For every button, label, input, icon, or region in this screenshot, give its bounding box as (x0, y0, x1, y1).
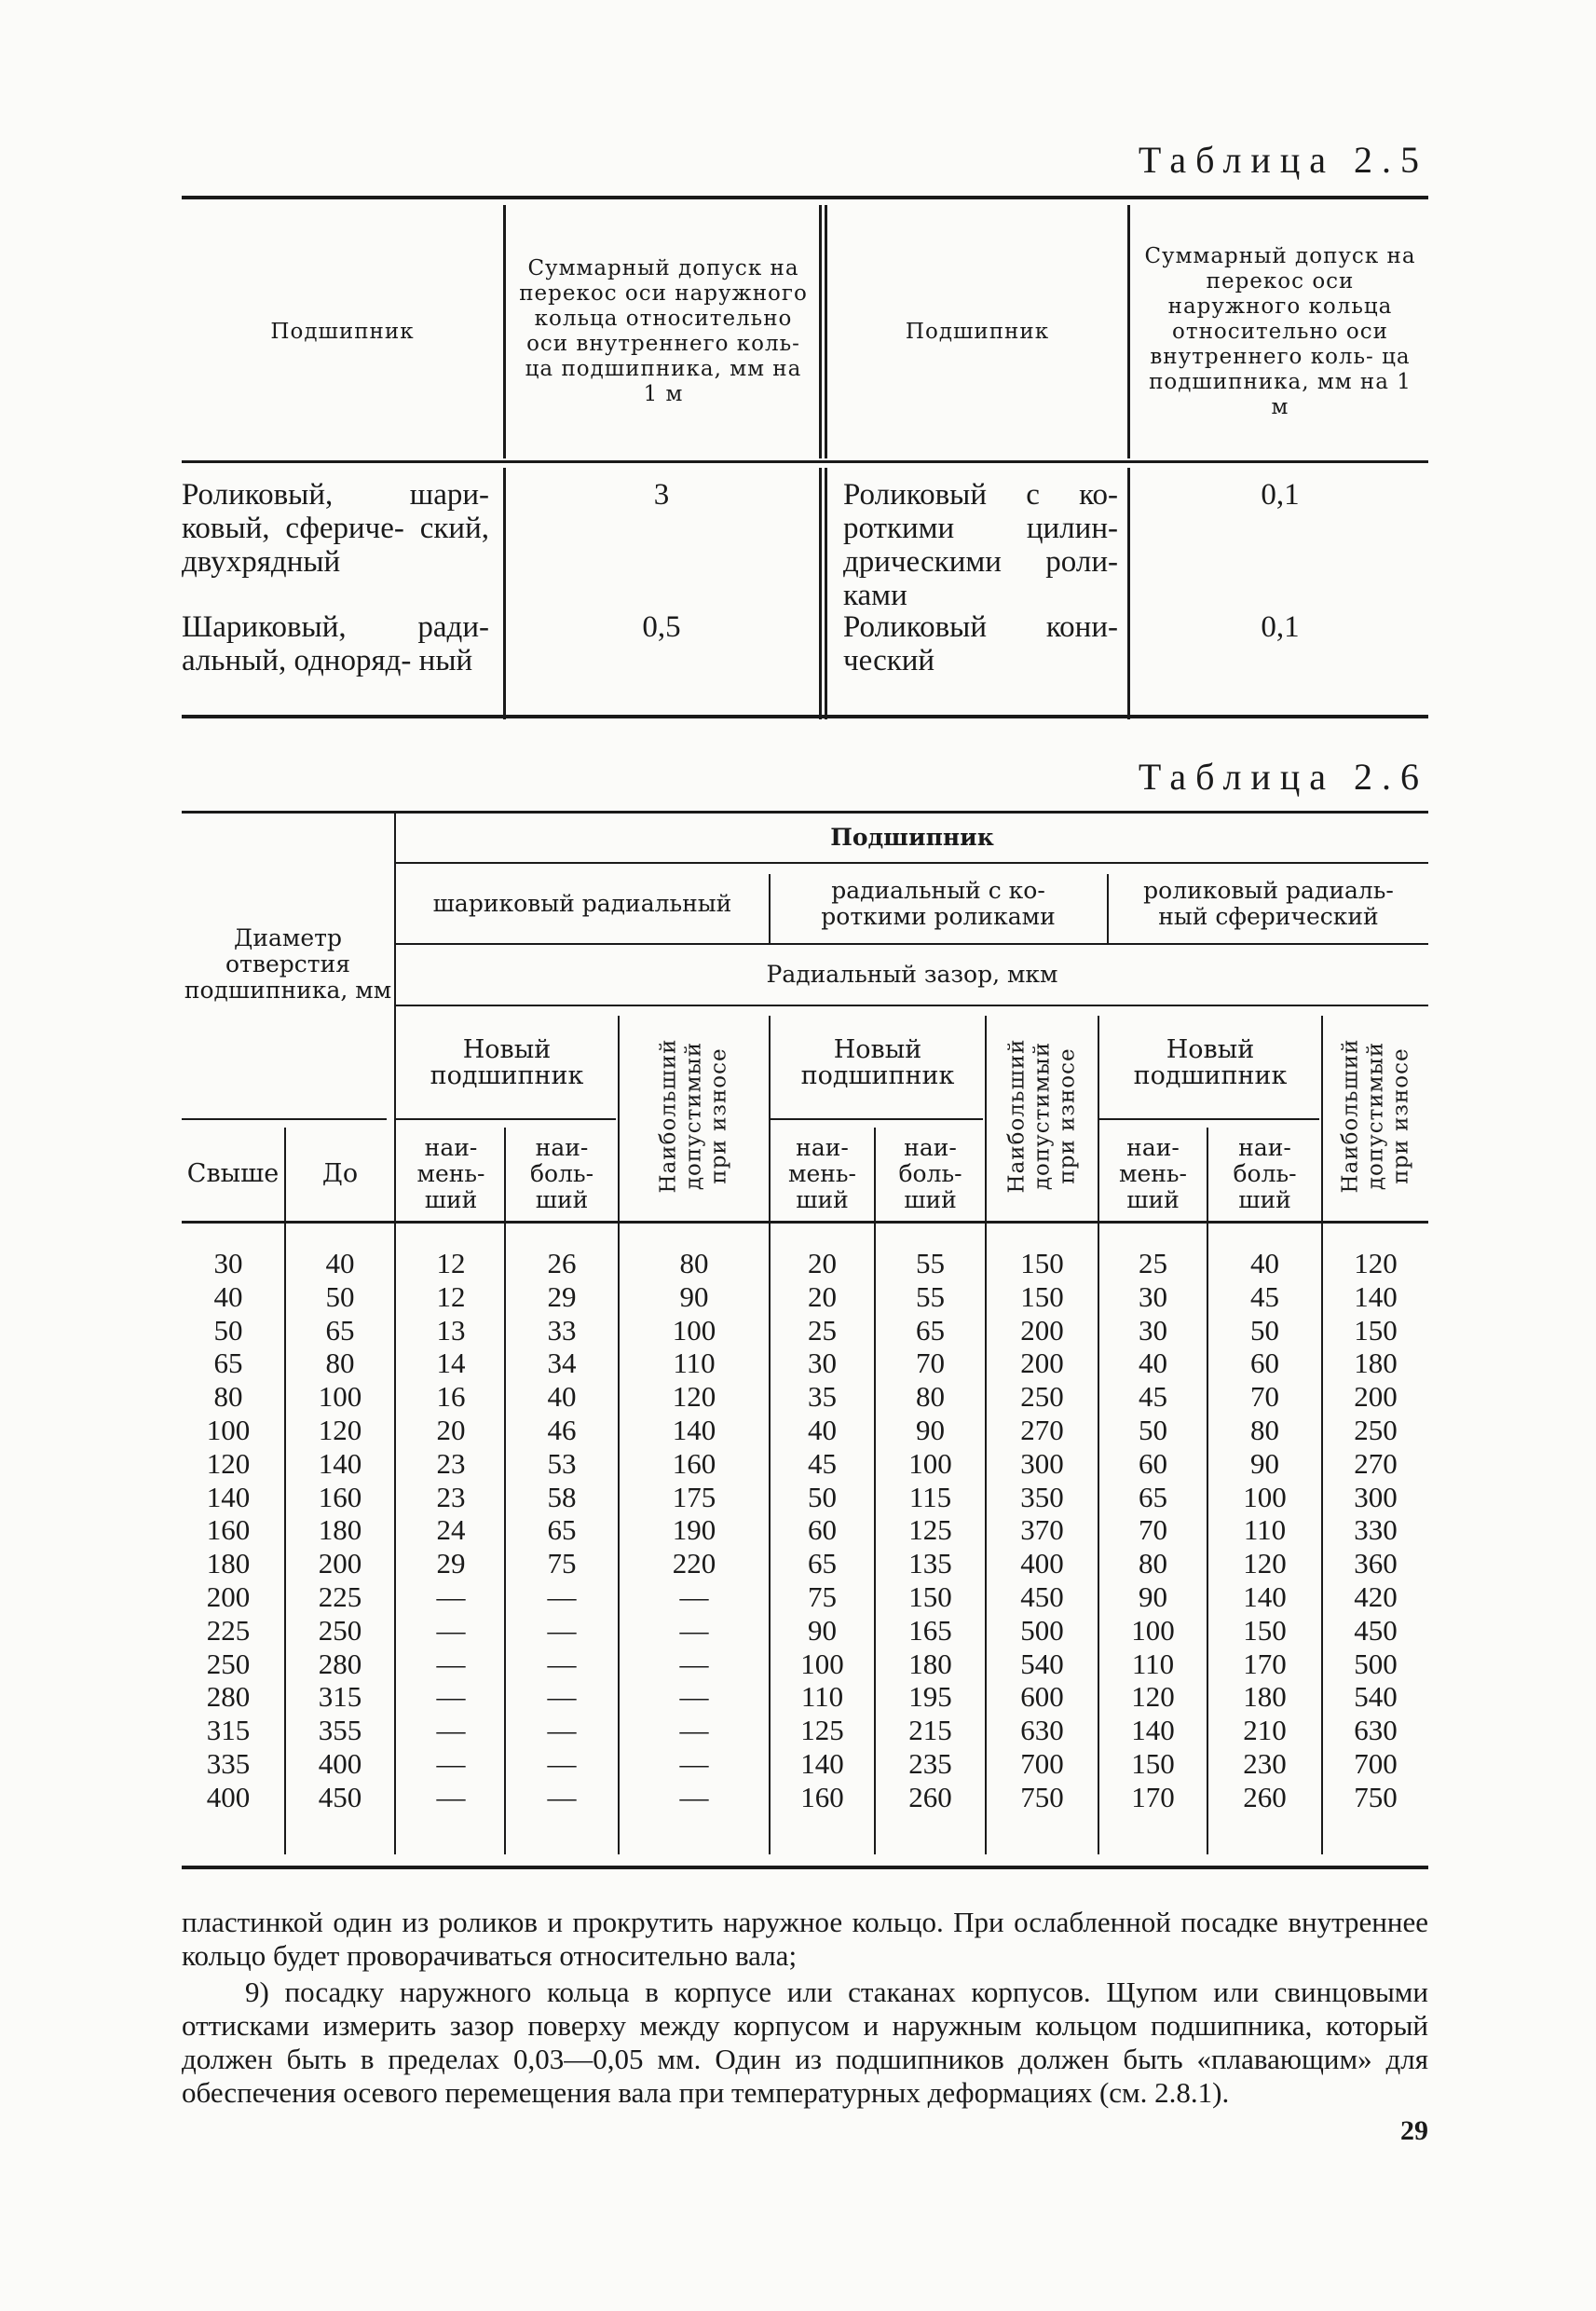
table-cell: — (679, 1680, 709, 1714)
table-cell: 180 (206, 1547, 251, 1580)
table-cell: 150 (1131, 1746, 1175, 1780)
table-cell: 190 (672, 1513, 716, 1547)
table-cell: 125 (800, 1714, 844, 1747)
table-cell: 270 (1020, 1413, 1064, 1446)
table-cell: 80 (916, 1380, 945, 1414)
table-cell: — (547, 1647, 577, 1680)
table-cell: 500 (1020, 1613, 1064, 1647)
table-cell: 355 (318, 1714, 362, 1747)
table-cell: 500 (1354, 1647, 1398, 1680)
table-cell: 29 (436, 1547, 466, 1580)
table-cell: 50 (1250, 1313, 1279, 1347)
table-cell: — (436, 1613, 466, 1647)
header-smallest-3: наи- мень- ший (1119, 1134, 1187, 1213)
table-cell: 180 (908, 1647, 952, 1680)
table-cell: — (679, 1579, 709, 1613)
table-cell: 100 (1131, 1613, 1175, 1647)
table-cell: 250 (1020, 1380, 1064, 1414)
header-to: До (321, 1159, 359, 1188)
table-cell: 50 (808, 1480, 837, 1513)
table-cell: 16 (436, 1380, 466, 1414)
table-cell: 420 (1354, 1579, 1398, 1613)
header-largest-2: наи- боль- ший (898, 1134, 962, 1213)
table-cell: 120 (206, 1446, 251, 1480)
table-cell: 540 (1354, 1680, 1398, 1714)
table-cell: 335 (206, 1746, 251, 1780)
table-cell: 120 (1131, 1680, 1175, 1714)
table-cell: — (547, 1746, 577, 1780)
table-cell: 90 (808, 1613, 837, 1647)
table-cell: 40 (1139, 1347, 1167, 1380)
table-cell: 270 (1354, 1446, 1398, 1480)
table-cell: 46 (547, 1413, 577, 1446)
table-cell: 80 (213, 1380, 243, 1414)
row2-right-value: 0,1 (1261, 610, 1300, 644)
table-cell: 210 (1243, 1714, 1287, 1747)
header-new-bearing-3: Новый подшипник (1133, 1035, 1288, 1090)
table-cell: 630 (1354, 1714, 1398, 1747)
table-bottom-rule (182, 1866, 1428, 1869)
table-cell: 65 (213, 1347, 243, 1380)
table-cell: 55 (916, 1279, 945, 1313)
table-cell: 90 (679, 1279, 709, 1313)
table-cell: 140 (318, 1446, 362, 1480)
table-cell: 90 (1250, 1446, 1279, 1480)
table-cell: 400 (318, 1746, 362, 1780)
table-cell: 65 (547, 1513, 577, 1547)
table-cell: 400 (206, 1780, 251, 1813)
row1-right-value: 0,1 (1261, 478, 1300, 512)
header-max-wear-1: Наибольший допустимый при износе (656, 1038, 731, 1194)
table-cell: 360 (1354, 1547, 1398, 1580)
table-cell: 13 (436, 1313, 466, 1347)
table-cell: — (547, 1714, 577, 1747)
table-cell: 110 (800, 1680, 844, 1714)
table-cell: 150 (1243, 1613, 1287, 1647)
table-cell: 70 (916, 1347, 945, 1380)
table-cell: 160 (318, 1480, 362, 1513)
header-bearing-right: Подшипник (905, 319, 1050, 344)
table-cell: 70 (1139, 1513, 1167, 1547)
table-2-6-caption: Таблица 2.6 (1138, 756, 1428, 798)
table-cell: 12 (436, 1279, 466, 1313)
table-cell: 23 (436, 1480, 466, 1513)
table-cell: 35 (808, 1380, 837, 1414)
table-cell: 20 (436, 1413, 466, 1446)
table-cell: 300 (1020, 1446, 1064, 1480)
table-cell: — (436, 1680, 466, 1714)
table-cell: 45 (1250, 1279, 1279, 1313)
header-from: Свыше (186, 1159, 280, 1188)
column-short-roller-min (771, 1247, 874, 1814)
table-cell: 260 (908, 1780, 952, 1813)
table-cell: 14 (436, 1347, 466, 1380)
table-cell: 250 (1354, 1413, 1398, 1446)
row2-right-name: Роликовый кони- ческий (843, 610, 1118, 677)
table-cell: 200 (1354, 1380, 1398, 1414)
row2-left-name: Шариковый, ради- альный, одноряд- ный (182, 610, 489, 677)
table-cell: 100 (1243, 1480, 1287, 1513)
header-tolerance-right: Суммарный допуск на перекос оси наружного кольца относительно оси внутреннего коль- ца подшипника, мм на 1 м (1144, 243, 1416, 419)
table-cell: 60 (808, 1513, 837, 1547)
header-new-bearing-1: Новый подшипник (430, 1035, 584, 1090)
table-cell: 700 (1020, 1746, 1064, 1780)
table-cell: 125 (908, 1513, 952, 1547)
table-cell: 450 (1354, 1613, 1398, 1647)
page-number: 29 (1400, 2115, 1428, 2146)
table-cell: 25 (808, 1313, 837, 1347)
header-new-bearing-2: Новый подшипник (800, 1035, 955, 1090)
table-cell: 45 (808, 1446, 837, 1480)
table-cell: 12 (436, 1247, 466, 1279)
column-short-roller-max (876, 1247, 985, 1814)
header-max-wear-3: Наибольший допустимый при износе (1338, 1038, 1412, 1194)
table-cell: — (436, 1746, 466, 1780)
table-cell: 600 (1020, 1680, 1064, 1714)
table-cell: 29 (547, 1279, 577, 1313)
row2-left-value: 0,5 (642, 610, 681, 644)
table-cell: 135 (908, 1547, 952, 1580)
table-cell: 53 (547, 1446, 577, 1480)
header-largest-3: наи- боль- ший (1233, 1134, 1297, 1213)
header-rule (182, 460, 1428, 463)
table-cell: 200 (1020, 1347, 1064, 1380)
header-group-short-roller: радиальный с ко- роткими роликами (821, 877, 1056, 930)
header-smallest-1: наи- мень- ший (416, 1134, 485, 1213)
table-cell: 100 (206, 1413, 251, 1446)
table-cell: 58 (547, 1480, 577, 1513)
table-cell: 26 (547, 1247, 577, 1279)
paragraph-2: 9) посадку наружного кольца в корпусе или стаканах корпусов. Щупом или свинцовыми оттисками измерить зазор поверху между корпусом и наружным кольцом подшипника, который должен быть в пределах 0,03—0,05 мм. Один из подшипников должен быть «плавающим» для обеспечения осевого перемещения вала при температурных деформациях (см. 2.8.1). (182, 1976, 1428, 2109)
table-cell: — (679, 1647, 709, 1680)
table-cell: 34 (547, 1347, 577, 1380)
table-cell: 250 (206, 1647, 251, 1680)
table-cell: 160 (800, 1780, 844, 1813)
table-cell: 40 (547, 1380, 577, 1414)
column-ball-wear (620, 1247, 769, 1814)
table-cell: 315 (206, 1714, 251, 1747)
row1-left-name: Роликовый, шари- ковый, сфериче- ский, двухрядный (182, 478, 489, 579)
header-smallest-2: наи- мень- ший (788, 1134, 856, 1213)
column-short-roller-wear (987, 1247, 1098, 1814)
table-cell: — (679, 1714, 709, 1747)
table-cell: 70 (1250, 1380, 1279, 1414)
column-ball-max (506, 1247, 618, 1814)
table-cell: 215 (908, 1714, 952, 1747)
table-cell: 80 (679, 1247, 709, 1279)
table-cell: 100 (318, 1380, 362, 1414)
table-cell: 110 (673, 1347, 716, 1380)
table-cell: 220 (672, 1547, 716, 1580)
table-cell: 750 (1020, 1780, 1064, 1813)
column-ball-min (398, 1247, 504, 1814)
column-to (286, 1247, 394, 1814)
table-cell: 30 (1139, 1279, 1167, 1313)
table-cell: 65 (808, 1547, 837, 1580)
table-cell: 140 (1354, 1279, 1398, 1313)
table-cell: 20 (808, 1247, 837, 1279)
table-cell: 50 (325, 1279, 355, 1313)
table-cell: 700 (1354, 1746, 1398, 1780)
table-cell: 140 (206, 1480, 251, 1513)
table-cell: 450 (318, 1780, 362, 1813)
table-cell: 120 (318, 1413, 362, 1446)
table-cell: — (436, 1647, 466, 1680)
header-group-spherical-roller: роликовый радиаль- ный сферический (1143, 877, 1394, 930)
table-cell: 140 (672, 1413, 716, 1446)
table-cell: — (436, 1780, 466, 1813)
table-cell: — (436, 1714, 466, 1747)
table-cell: 115 (908, 1480, 952, 1513)
table-cell: 150 (1354, 1313, 1398, 1347)
table-cell: 45 (1139, 1380, 1167, 1414)
column-spherical-wear (1323, 1247, 1428, 1814)
table-cell: 195 (908, 1680, 952, 1714)
header-bearing-left: Подшипник (270, 319, 415, 344)
table-cell: 540 (1020, 1647, 1064, 1680)
table-cell: 150 (1020, 1279, 1064, 1313)
table-cell: 160 (672, 1446, 716, 1480)
table-cell: 750 (1354, 1780, 1398, 1813)
table-cell: 235 (908, 1746, 952, 1780)
header-group-ball-radial: шариковый радиальный (432, 890, 732, 917)
table-cell: 300 (1354, 1480, 1398, 1513)
table-cell: 50 (1139, 1413, 1167, 1446)
table-cell: 40 (808, 1413, 837, 1446)
table-cell: 120 (672, 1380, 716, 1414)
header-diameter: Диаметр отверстия подшипника, мм (184, 924, 392, 1004)
table-cell: 165 (908, 1613, 952, 1647)
table-cell: 250 (318, 1613, 362, 1647)
table-cell: 65 (916, 1313, 945, 1347)
header-bearing: Подшипник (830, 824, 994, 851)
table-cell: 150 (1020, 1247, 1064, 1279)
table-cell: 200 (1020, 1313, 1064, 1347)
table-cell: 30 (808, 1347, 837, 1380)
table-cell: 400 (1020, 1547, 1064, 1580)
table-cell: 330 (1354, 1513, 1398, 1547)
paragraph-1: пластинкой один из роликов и прокрутить наружное кольцо. При ослабленной посадке внутреннее кольцо будет проворачиваться относительно вала; (182, 1906, 1428, 1972)
table-cell: 280 (318, 1647, 362, 1680)
table-cell: 200 (318, 1547, 362, 1580)
table-cell: 75 (547, 1547, 577, 1580)
table-cell: 80 (1139, 1547, 1167, 1580)
table-cell: 30 (213, 1247, 243, 1279)
header-tolerance-left: Суммарный допуск на перекос оси наружного кольца относительно оси внутреннего коль- ца подшипника, мм на 1 м (519, 256, 808, 406)
table-cell: 180 (318, 1513, 362, 1547)
table-cell: 40 (325, 1247, 355, 1279)
table-cell: 170 (1131, 1780, 1175, 1813)
table-cell: 140 (800, 1746, 844, 1780)
row1-left-value: 3 (653, 478, 670, 512)
table-cell: 350 (1020, 1480, 1064, 1513)
table-cell: 23 (436, 1446, 466, 1480)
table-cell: 225 (318, 1579, 362, 1613)
table-cell: 120 (1243, 1547, 1287, 1580)
table-cell: 170 (1243, 1647, 1287, 1680)
header-largest-1: наи- боль- ший (529, 1134, 594, 1213)
table-cell: 175 (672, 1480, 716, 1513)
table-cell: 100 (908, 1446, 952, 1480)
table-cell: — (679, 1613, 709, 1647)
table-cell: — (547, 1680, 577, 1714)
table-cell: 120 (1354, 1247, 1398, 1279)
table-2-5-caption: Таблица 2.5 (1138, 139, 1428, 181)
column-from (182, 1247, 275, 1814)
header-max-wear-2: Наибольший допустимый при износе (1004, 1038, 1079, 1194)
table-cell: 200 (206, 1579, 251, 1613)
table-2-6 (182, 811, 1428, 1873)
table-cell: 100 (672, 1313, 716, 1347)
table-cell: 180 (1243, 1680, 1287, 1714)
table-cell: — (679, 1780, 709, 1813)
table-cell: 140 (1131, 1714, 1175, 1747)
table-cell: 225 (206, 1613, 251, 1647)
table-cell: — (679, 1746, 709, 1780)
table-cell: 150 (908, 1579, 952, 1613)
table-cell: 40 (1250, 1247, 1279, 1279)
table-cell: 40 (213, 1279, 243, 1313)
table-cell: 630 (1020, 1714, 1064, 1747)
table-cell: — (547, 1780, 577, 1813)
table-cell: 260 (1243, 1780, 1287, 1813)
table-cell: 80 (1250, 1413, 1279, 1446)
table-top-rule (182, 196, 1428, 199)
table-cell: 100 (800, 1647, 844, 1680)
table-cell: 180 (1354, 1347, 1398, 1380)
table-cell: 140 (1243, 1579, 1287, 1613)
table-cell: 50 (213, 1313, 243, 1347)
table-cell: 230 (1243, 1746, 1287, 1780)
table-cell: 60 (1250, 1347, 1279, 1380)
table-bottom-rule (182, 715, 1428, 718)
table-cell: 90 (1139, 1579, 1167, 1613)
header-radial-clearance: Радиальный зазор, мкм (766, 961, 1058, 988)
table-cell: 33 (547, 1313, 577, 1347)
table-cell: 24 (436, 1513, 466, 1547)
table-cell: 110 (1243, 1513, 1287, 1547)
column-spherical-min (1099, 1247, 1207, 1814)
table-cell: 65 (1139, 1480, 1167, 1513)
table-cell: 55 (916, 1247, 945, 1279)
table-cell: 280 (206, 1680, 251, 1714)
table-cell: 370 (1020, 1513, 1064, 1547)
row1-right-name: Роликовый с ко- роткими цилин- дрическими роли- ками (843, 478, 1118, 612)
table-cell: 30 (1139, 1313, 1167, 1347)
table-cell: 75 (808, 1579, 837, 1613)
table-cell: — (547, 1579, 577, 1613)
table-cell: 65 (325, 1313, 355, 1347)
table-cell: 450 (1020, 1579, 1064, 1613)
table-cell: — (436, 1579, 466, 1613)
column-spherical-max (1208, 1247, 1321, 1814)
table-cell: 315 (318, 1680, 362, 1714)
table-cell: 80 (325, 1347, 355, 1380)
table-cell: 60 (1139, 1446, 1167, 1480)
table-cell: 160 (206, 1513, 251, 1547)
table-cell: 90 (916, 1413, 945, 1446)
table-cell: — (547, 1613, 577, 1647)
table-cell: 110 (1131, 1647, 1175, 1680)
table-cell: 25 (1139, 1247, 1167, 1279)
table-cell: 20 (808, 1279, 837, 1313)
